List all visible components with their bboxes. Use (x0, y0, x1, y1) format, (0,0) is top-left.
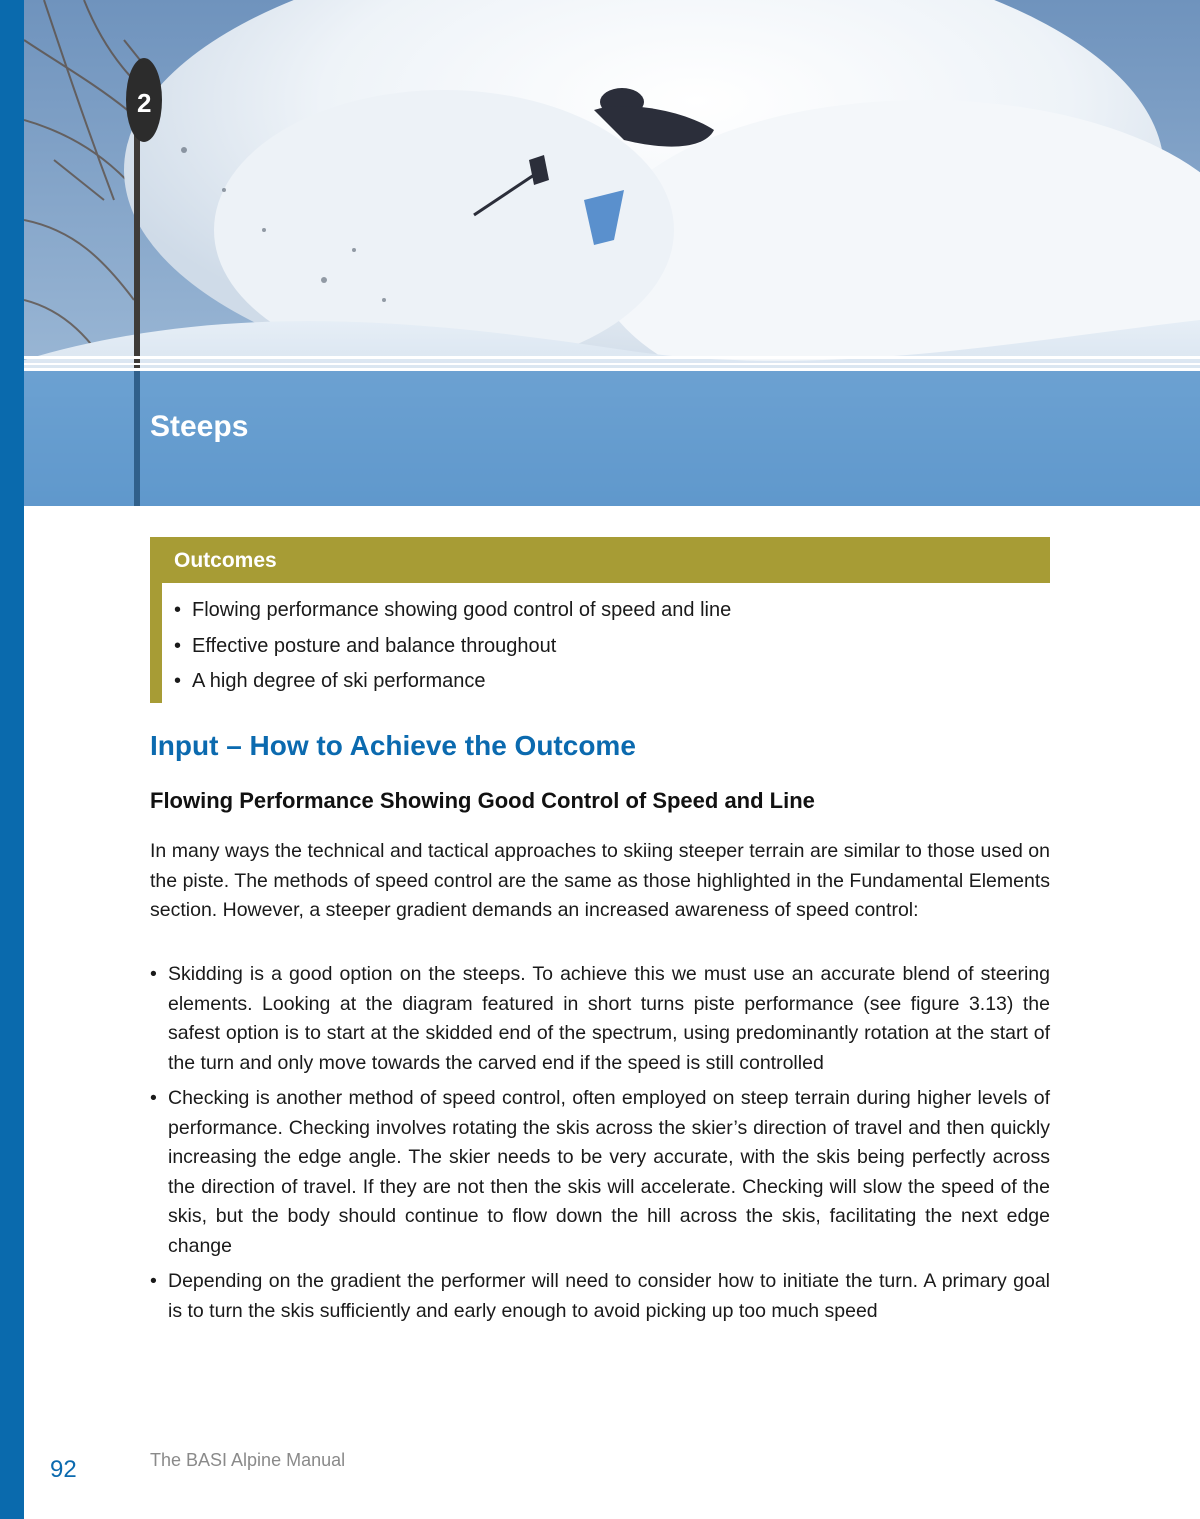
outcome-text: Effective posture and balance throughout (192, 634, 557, 657)
bullet-symbol: • (150, 1087, 157, 1109)
svg-text:2: 2 (137, 88, 152, 118)
outcome-text: A high degree of ski performance (192, 670, 486, 692)
bullet-text: Skidding is a good option on the steeps. To achieve this we must use an accurate blend of steering elements. Looking at the diagram featured in short turns piste performance (see figure 3.13) the safest option is to start at the skidded end of the spectrum, using predominantly rotation at the start of the turn and only move towards the carved end if the speed is still controlled (168, 963, 1050, 1074)
bullet-symbol: • (150, 1270, 157, 1292)
section-heading: Input – How to Achieve the Outcome (150, 730, 636, 761)
bullet-symbol: • (174, 599, 182, 621)
list-item (174, 629, 731, 665)
outcomes-side-rule (150, 583, 162, 703)
banner-divider-bottom (24, 368, 1200, 371)
list-item (174, 593, 731, 629)
list-item (150, 1084, 1050, 1261)
hero-banner (24, 0, 1200, 506)
outcomes-list (174, 593, 731, 700)
section-subheading: Flowing Performance Showing Good Control of Speed and Line (150, 788, 815, 813)
list-item (150, 1267, 1050, 1326)
bullet-text: Checking is another method of speed control, often employed on steep terrain during higher levels of performance. Checking involves rotating the skis across the skier’s direction of travel and then quickly increasing the edge angle. The skier needs to be very accurate, with the skis being perfectly across the direction of travel. If they are not then the skis will accelerate. Checking will slow the speed of the skis, but the body should continue to flow down the hill across the skis, facilitating the next edge change (168, 1087, 1050, 1257)
list-item (150, 960, 1050, 1078)
footer-book-title: The BASI Alpine Manual (150, 1450, 346, 1470)
bullet-text: Depending on the gradient the performer will need to consider how to initiate the turn. A primary goal is to turn the skis sufficiently and early enough to avoid picking up too much speed (168, 1270, 1050, 1322)
outcomes-header (150, 537, 1050, 583)
bullet-symbol: • (174, 670, 182, 692)
outcomes-heading: Outcomes (174, 549, 277, 572)
banner-divider-top (24, 356, 1200, 359)
outcome-text: Flowing performance showing good control of speed and line (192, 599, 732, 621)
bullet-symbol: • (174, 634, 182, 657)
left-margin-bar (0, 0, 24, 1519)
intro-paragraph: In many ways the technical and tactical approaches to skiing steeper terrain are similar to those used on the piste. The methods of speed control are the same as those highlighted in the Fundamental Elements section. However, a steeper gradient demands an increased awareness of speed control: (150, 840, 1050, 921)
outcomes-box (150, 537, 1050, 703)
page-number: 92 (50, 1456, 77, 1483)
speed-control-bullets (150, 960, 1050, 1332)
bullet-symbol: • (150, 963, 157, 985)
banner-divider-middle (24, 363, 1200, 365)
chapter-title: Steeps (150, 410, 249, 443)
list-item (174, 664, 731, 700)
